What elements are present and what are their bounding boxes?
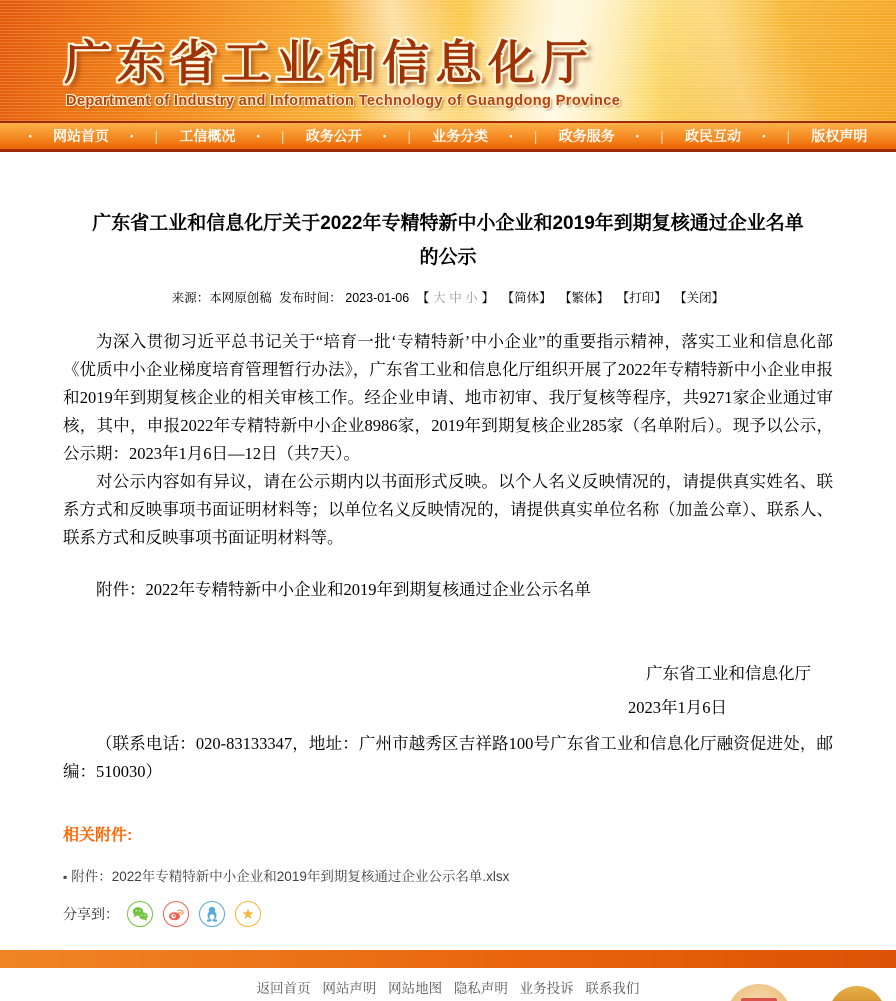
nav-bullet: • [509,131,513,141]
list-bullet-icon: ▪ [63,870,68,885]
article-title: 广东省工业和信息化厅关于2022年专精特新中小企业和2019年到期复核通过企业名单的公示 [92,213,804,269]
nav-bullet: • [28,131,32,141]
weibo-icon [167,905,185,923]
footer-orange-bar [0,950,896,968]
nav-bullet: • [256,131,260,141]
star-icon: ★ [241,905,255,923]
traditional-chinese-button[interactable]: 【繁体】 [559,291,610,306]
signature-agency: 广东省工业和信息化厅 [646,664,811,684]
meta-source: 来源：本网原创稿 [171,291,272,306]
nav-separator: | [280,128,285,144]
wechat-icon [131,905,149,923]
nav-separator: | [786,128,791,144]
font-size-bracket-close: 】 [481,291,495,306]
nav-item-copyright[interactable]: 版权声明 [811,128,868,144]
signature-date: 2023年1月6日 [628,698,727,718]
nav-item-overview[interactable]: 工信概况 [179,128,236,144]
footer-link-complaint[interactable]: 业务投诉 [519,981,574,996]
paragraph-2: 对公示内容如有异议，请在公示期内以书面形式反映。以个人名义反映情况的，请提供真实姓名、联系方式和反映事项书面证明材料等；以单位名义反映情况的，请提供真实单位名称（加盖公章）、联系人、联系方式和反映事项书面证明材料等。 [63,472,833,548]
share-qzone-icon[interactable] [235,901,261,927]
nav-item-gov-open[interactable]: 政务公开 [305,128,362,144]
nav-separator: | [660,128,664,144]
share-row [63,901,833,927]
share-wechat-icon[interactable] [127,901,153,927]
article-body [63,328,833,786]
nav-item-interaction[interactable]: 政民互动 [684,128,741,144]
article-meta [63,288,833,306]
contact-info: （联系电话：020-83133347，地址：广州市越秀区吉祥路100号广东省工业和信息化厅融资促进处，邮编：510030） [63,734,833,782]
attachment-download-link[interactable]: 附件：2022年专精特新中小企业和2019年到期复核通过企业公示名单.xlsx [71,869,510,885]
footer-link-sitemap[interactable]: 网站地图 [388,981,443,996]
share-weibo-icon[interactable] [163,901,189,927]
header-banner [0,0,896,121]
simplified-chinese-button[interactable]: 【简体】 [501,291,552,306]
paragraph-1: 为深入贯彻习近平总书记关于“培育一批‘专精特新’中小企业”的重要指示精神，落实工业和信息化部《优质中小企业梯度培育管理暂行办法》，广东省工业和信息化厅组织开展了2022年专精特新中小企业申报和2019年到期复核企业的相关审核工作。经企业申请、地市初审、我厅复核等程序，共9271家企业通过审核，其中，申报2022年专精特新中小企业8986家，2019年到期复核企业285家（名单附后）。现予以公示，公示期：2023年1月6日—12日（共7天）。 [63,332,833,464]
nav-separator: | [407,128,411,144]
font-size-controls[interactable]: 大 中 小 [433,291,478,306]
nav-item-business[interactable]: 业务分类 [432,128,489,144]
attachment-list-item [63,865,833,885]
nav-separator: | [154,128,159,144]
main-nav [0,121,896,152]
nav-item-services[interactable]: 政务服务 [558,128,615,144]
nav-bullet: • [382,131,387,141]
nav-bullet: • [130,131,134,141]
share-qq-icon[interactable] [199,901,225,927]
related-attachments-heading: 相关附件: [63,827,133,845]
site-title-english: Department of Industry and Information Technology of Guangdong Province [66,93,621,109]
nav-bullet: • [762,131,766,141]
footer-link-contact[interactable]: 联系我们 [585,981,640,996]
site-title: 广东省工业和信息化厅 [64,36,594,89]
footer-link-privacy[interactable]: 隐私声明 [453,981,508,996]
meta-publish-date: 发布时间： 2023-01-06 [279,291,410,306]
share-label: 分享到： [63,906,119,923]
nav-bullet: • [635,131,639,141]
article-content [0,207,896,927]
close-button[interactable]: 【关闭】 [674,291,725,306]
nav-item-home[interactable]: 网站首页 [52,128,109,144]
font-size-bracket-open: 【 [416,291,430,306]
footer-link-home[interactable]: 返回首页 [256,981,311,996]
nav-separator: | [533,128,538,144]
footer-link-statement[interactable]: 网站声明 [322,981,377,996]
print-button[interactable]: 【打印】 [616,291,667,306]
qq-icon [203,905,221,923]
attachment-reference-line: 附件：2022年专精特新中小企业和2019年到期复核通过企业公示名单 [96,580,591,600]
